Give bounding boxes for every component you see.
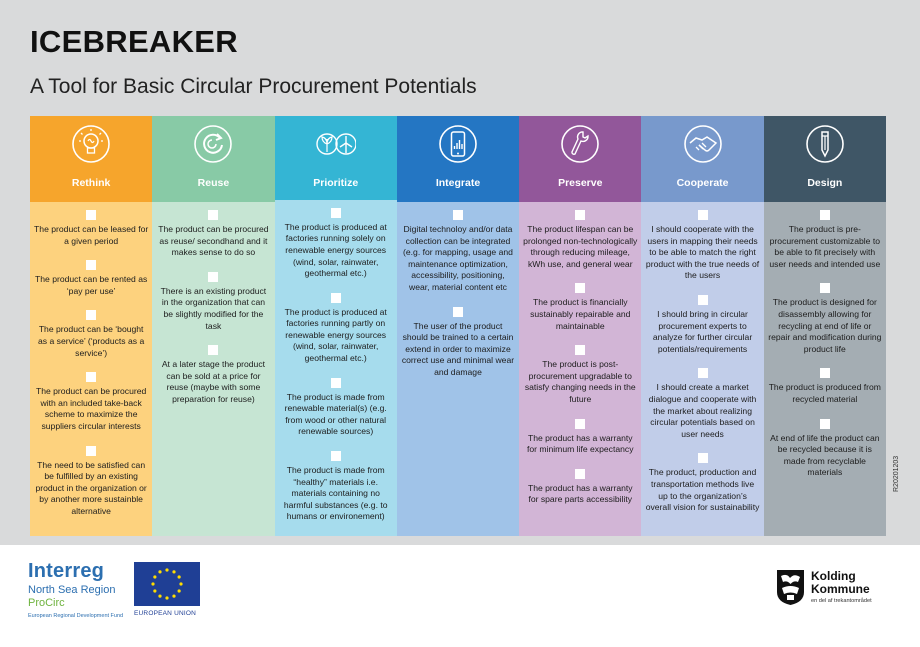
list-item bbox=[523, 345, 637, 405]
interreg-name: Interreg bbox=[28, 560, 105, 582]
checkbox[interactable] bbox=[208, 345, 218, 355]
checkbox[interactable] bbox=[698, 210, 708, 220]
reuse-arrow-icon bbox=[193, 124, 233, 164]
list-item bbox=[523, 469, 637, 506]
column-body bbox=[152, 202, 274, 536]
item-text: The product is financially sustainably repairable and maintainable bbox=[530, 297, 631, 331]
item-text: The product can be ‘bought as a service’ (‘products as a service’) bbox=[38, 324, 145, 358]
checkbox[interactable] bbox=[820, 210, 830, 220]
list-item bbox=[279, 293, 393, 365]
strategy-column-design bbox=[764, 116, 886, 536]
item-text: The product is designed for disassembly allowing for recycling at end of life or repair and modification during product life bbox=[768, 297, 882, 354]
checkbox[interactable] bbox=[575, 419, 585, 429]
checkbox[interactable] bbox=[575, 345, 585, 355]
checkbox[interactable] bbox=[820, 419, 830, 429]
kolding-crest-icon bbox=[775, 568, 806, 606]
checkbox[interactable] bbox=[331, 208, 341, 218]
list-item bbox=[279, 451, 393, 523]
item-text: The product is post-procurement upgradable to satisfy changing needs in the future bbox=[524, 359, 636, 404]
column-header bbox=[152, 116, 274, 202]
strategy-column-cooperate bbox=[641, 116, 763, 536]
checkbox[interactable] bbox=[331, 451, 341, 461]
column-body bbox=[397, 202, 519, 536]
kolding-tagline: en del af trekantområdet bbox=[811, 598, 872, 604]
column-header bbox=[764, 116, 886, 202]
strategy-column-reuse bbox=[152, 116, 274, 536]
list-item bbox=[34, 260, 148, 297]
checkbox[interactable] bbox=[575, 469, 585, 479]
strategy-grid bbox=[30, 116, 886, 536]
column-body bbox=[275, 200, 397, 536]
list-item bbox=[34, 210, 148, 247]
kolding-name bbox=[811, 570, 870, 595]
checkbox[interactable] bbox=[86, 310, 96, 320]
column-header bbox=[275, 116, 397, 200]
column-header bbox=[519, 116, 641, 202]
column-body bbox=[519, 202, 641, 536]
checkbox[interactable] bbox=[575, 283, 585, 293]
list-item bbox=[768, 210, 882, 270]
column-title: Integrate bbox=[435, 177, 481, 189]
handshake-icon bbox=[683, 124, 723, 164]
wrench-icon bbox=[560, 124, 600, 164]
list-item bbox=[34, 310, 148, 359]
list-item bbox=[401, 307, 515, 379]
item-text: At end of life the product can be recycled because it is made from recyclable materials bbox=[770, 432, 880, 478]
list-item bbox=[645, 368, 759, 440]
checkbox[interactable] bbox=[698, 295, 708, 305]
list-item bbox=[156, 345, 270, 405]
item-text: The product has a warranty for minimum life expectancy bbox=[527, 432, 634, 455]
interreg-fund: European Regional Development Fund bbox=[28, 613, 124, 619]
column-title: Cooperate bbox=[676, 177, 729, 189]
item-text: The product can be leased for a given period bbox=[34, 224, 149, 246]
column-body bbox=[641, 202, 763, 536]
strategy-column-rethink bbox=[30, 116, 152, 536]
pencil-icon bbox=[805, 124, 845, 164]
page-subtitle: A Tool for Basic Circular Procurement Potentials bbox=[30, 75, 477, 98]
smartphone-icon bbox=[438, 124, 478, 164]
checkbox[interactable] bbox=[331, 378, 341, 388]
item-text: The product is made from renewable material(s) (e.g. from wood or other natural renewable sources) bbox=[284, 391, 387, 437]
checkbox[interactable] bbox=[820, 283, 830, 293]
list-item bbox=[768, 368, 882, 405]
column-title: Rethink bbox=[71, 177, 111, 189]
list-item bbox=[523, 419, 637, 456]
leaf-and-wind-turbine-icon bbox=[316, 124, 356, 164]
checkbox[interactable] bbox=[698, 453, 708, 463]
column-title: Preserve bbox=[558, 177, 603, 189]
checkbox[interactable] bbox=[86, 260, 96, 270]
interreg-logo bbox=[28, 560, 123, 619]
list-item bbox=[523, 210, 637, 270]
item-text: The product is produced at factories running solely on renewable energy sources (wind, solar, rainwater, geothermal etc.) bbox=[284, 221, 387, 279]
item-text: There is an existing product in the organization that can be slightly modified for the task bbox=[160, 285, 267, 331]
checkbox[interactable] bbox=[820, 368, 830, 378]
list-item bbox=[768, 283, 882, 355]
column-header bbox=[30, 116, 152, 202]
list-item bbox=[645, 210, 759, 282]
eu-flag-icon bbox=[134, 562, 200, 606]
list-item bbox=[279, 378, 393, 438]
item-text: The product is produced at factories running partly on renewable energy sources (wind, solar, rainwater, geothermal etc.) bbox=[284, 306, 387, 364]
item-text: The product can be procured as reuse/ secondhand and it makes sense to do so bbox=[158, 224, 269, 258]
checkbox[interactable] bbox=[86, 210, 96, 220]
checkbox[interactable] bbox=[331, 293, 341, 303]
checkbox[interactable] bbox=[698, 368, 708, 378]
interreg-project: ProCirc bbox=[28, 597, 65, 609]
eu-label: EUROPEAN UNION bbox=[134, 610, 197, 617]
list-item bbox=[523, 283, 637, 332]
list-item bbox=[401, 210, 515, 294]
strategy-column-integrate bbox=[397, 116, 519, 536]
column-header bbox=[397, 116, 519, 202]
strategy-column-preserve bbox=[519, 116, 641, 536]
column-body bbox=[764, 202, 886, 536]
checkbox[interactable] bbox=[575, 210, 585, 220]
item-text: Digital technoloy and/or data collection can be integrated (e.g. for mapping, usage and maintenance optimization, accessibility, positioning, wear, material content etc bbox=[403, 224, 513, 292]
item-text: The product has a warranty for spare parts accessibility bbox=[527, 482, 633, 505]
strategy-column-prioritize bbox=[275, 116, 397, 536]
column-title: Design bbox=[807, 177, 843, 189]
item-text: At a later stage the product can be sold at a price for reuse (maybe with some preparation for reuse) bbox=[161, 359, 266, 404]
column-header bbox=[641, 116, 763, 202]
checkbox[interactable] bbox=[86, 446, 96, 456]
list-item bbox=[768, 419, 882, 479]
checkbox[interactable] bbox=[453, 307, 463, 317]
item-text: The need to be satisfied can be fulfilled by an existing product in the organization or by another more sustainble alternative bbox=[35, 459, 147, 516]
item-text: The product can be procured with an included take-back scheme to maximize the suppliers circular interests bbox=[35, 386, 147, 431]
item-text: I should create a market dialogue and cooperate with the market about realizing circular potentials based on user needs bbox=[648, 382, 757, 439]
kolding-name-line2: Kommune bbox=[811, 581, 870, 596]
page-title: ICEBREAKER bbox=[30, 24, 238, 59]
item-text: The product, production and transportation methods live up to the organization’s overall vision for sustainability bbox=[645, 467, 760, 513]
list-item bbox=[279, 208, 393, 280]
kolding-name-line1: Kolding bbox=[811, 569, 856, 583]
item-text: I should cooperate with the users in mapping their needs to be able to match the right product with the true needs of the users bbox=[645, 224, 760, 281]
list-item bbox=[645, 295, 759, 355]
list-item bbox=[156, 272, 270, 332]
list-item bbox=[156, 210, 270, 259]
item-text: The user of the product should be trained to a certain extend in order to maximize correct use and minimal wear and damage bbox=[401, 320, 515, 377]
column-body bbox=[30, 202, 152, 536]
item-text: The product is pre-procurement customizable to be able to fit precisely with user needs and intended use bbox=[769, 224, 881, 269]
checkbox[interactable] bbox=[86, 372, 96, 382]
column-title: Prioritize bbox=[313, 177, 359, 189]
lightbulb-icon bbox=[71, 124, 111, 164]
checkbox[interactable] bbox=[453, 210, 463, 220]
item-text: The product lifespan can be prolonged non-technologically through reducing mileage, kWh use, and general wear bbox=[523, 224, 638, 269]
item-text: The product can be rented as ‘pay per use’ bbox=[35, 274, 148, 296]
document-code: R20201203 bbox=[893, 455, 900, 492]
item-text: I should bring in circular procurement experts to analyze for further circular potentials/requirements bbox=[652, 308, 753, 354]
checkbox[interactable] bbox=[208, 272, 218, 282]
list-item bbox=[645, 453, 759, 513]
item-text: The product is made from “healthy” materials i.e. materials containing no harmful substances (e.g. to humans or environement) bbox=[283, 465, 388, 522]
checkbox[interactable] bbox=[208, 210, 218, 220]
list-item bbox=[34, 446, 148, 518]
list-item bbox=[34, 372, 148, 432]
interreg-region: North Sea Region bbox=[28, 584, 116, 596]
column-title: Reuse bbox=[197, 177, 230, 189]
item-text: The product is produced from recycled material bbox=[768, 382, 881, 404]
